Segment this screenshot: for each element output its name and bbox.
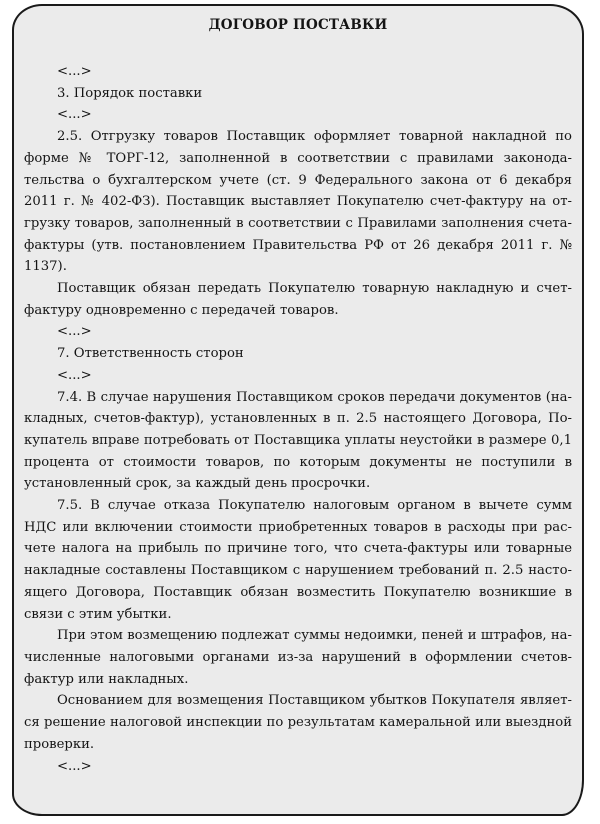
- clause-7-5-penalties-paragraph: При этом возмещению подлежат суммы недоимки, пеней и штрафов, начисленные налоговыми органами из-за нарушений в оформлении счетов-фактур или накладных.: [24, 628, 572, 687]
- ellipsis-marker: <...>: [57, 64, 92, 79]
- clause-7-4-paragraph: 7.4. В случае нарушения Поставщиком сроков передачи документов (накладных, счетов-фактур), установленных в п. 2.5 настоящего Договора, Покупатель вправе потребовать от Поставщика уплаты неустойки в размере 0,1 процента от стоимости товаров, по которым документы не поступили в установленный срок, за каждый день просрочки.: [24, 389, 572, 492]
- ellipsis-marker: <...>: [57, 324, 92, 340]
- clause-2-5-obligation-paragraph: Поставщик обязан передать Покупателю товарную накладную и счет-фактуру одновременно с передачей товаров.: [24, 281, 572, 318]
- clause-7-5-grounds-paragraph: Основанием для возмещения Поставщиком убытков Покупателя является решение налоговой инспекции по результатам камеральной или выездной проверки.: [24, 693, 572, 752]
- document-title: ДОГОВОР ПОСТАВКИ: [208, 17, 388, 33]
- ellipsis-marker: <...>: [57, 367, 92, 383]
- document-body: [24, 15, 572, 777]
- clause-2-5-paragraph: 2.5. Отгрузку товаров Поставщик оформляет товарной накладной по форме № ТОРГ-12, заполненной в соответствии с правилами законодательства о бухгалтерском учете (ст. 9 Федерального закона от 6 декабря 2011 г. № 402-ФЗ). Поставщик выставляет Покупателю счет-фактуру на отгрузку товаров, заполненный в соответствии с Правилами заполнения счета-фактуры (утв. постановлением Правительства РФ от 26 декабря 2011 г. № 1137).: [24, 129, 572, 275]
- ellipsis-marker: <...>: [57, 107, 92, 123]
- clause-7-5-paragraph: 7.5. В случае отказа Покупателю налоговым органом в вычете сумм НДС или включении стоимости приобретенных товаров в расходы при расчете налога на прибыль по причине того, что счета-фактуры или товарные накладные составлены Поставщиком с нарушением требований п. 2.5 настоящего Договора, Поставщик обязан возместить Покупателю возникшие в связи с этим убытки.: [24, 498, 572, 622]
- section-3-heading: 3. Порядок поставки: [57, 85, 203, 101]
- ellipsis-marker: <...>: [57, 758, 92, 774]
- section-7-heading: 7. Ответственность сторон: [57, 346, 244, 362]
